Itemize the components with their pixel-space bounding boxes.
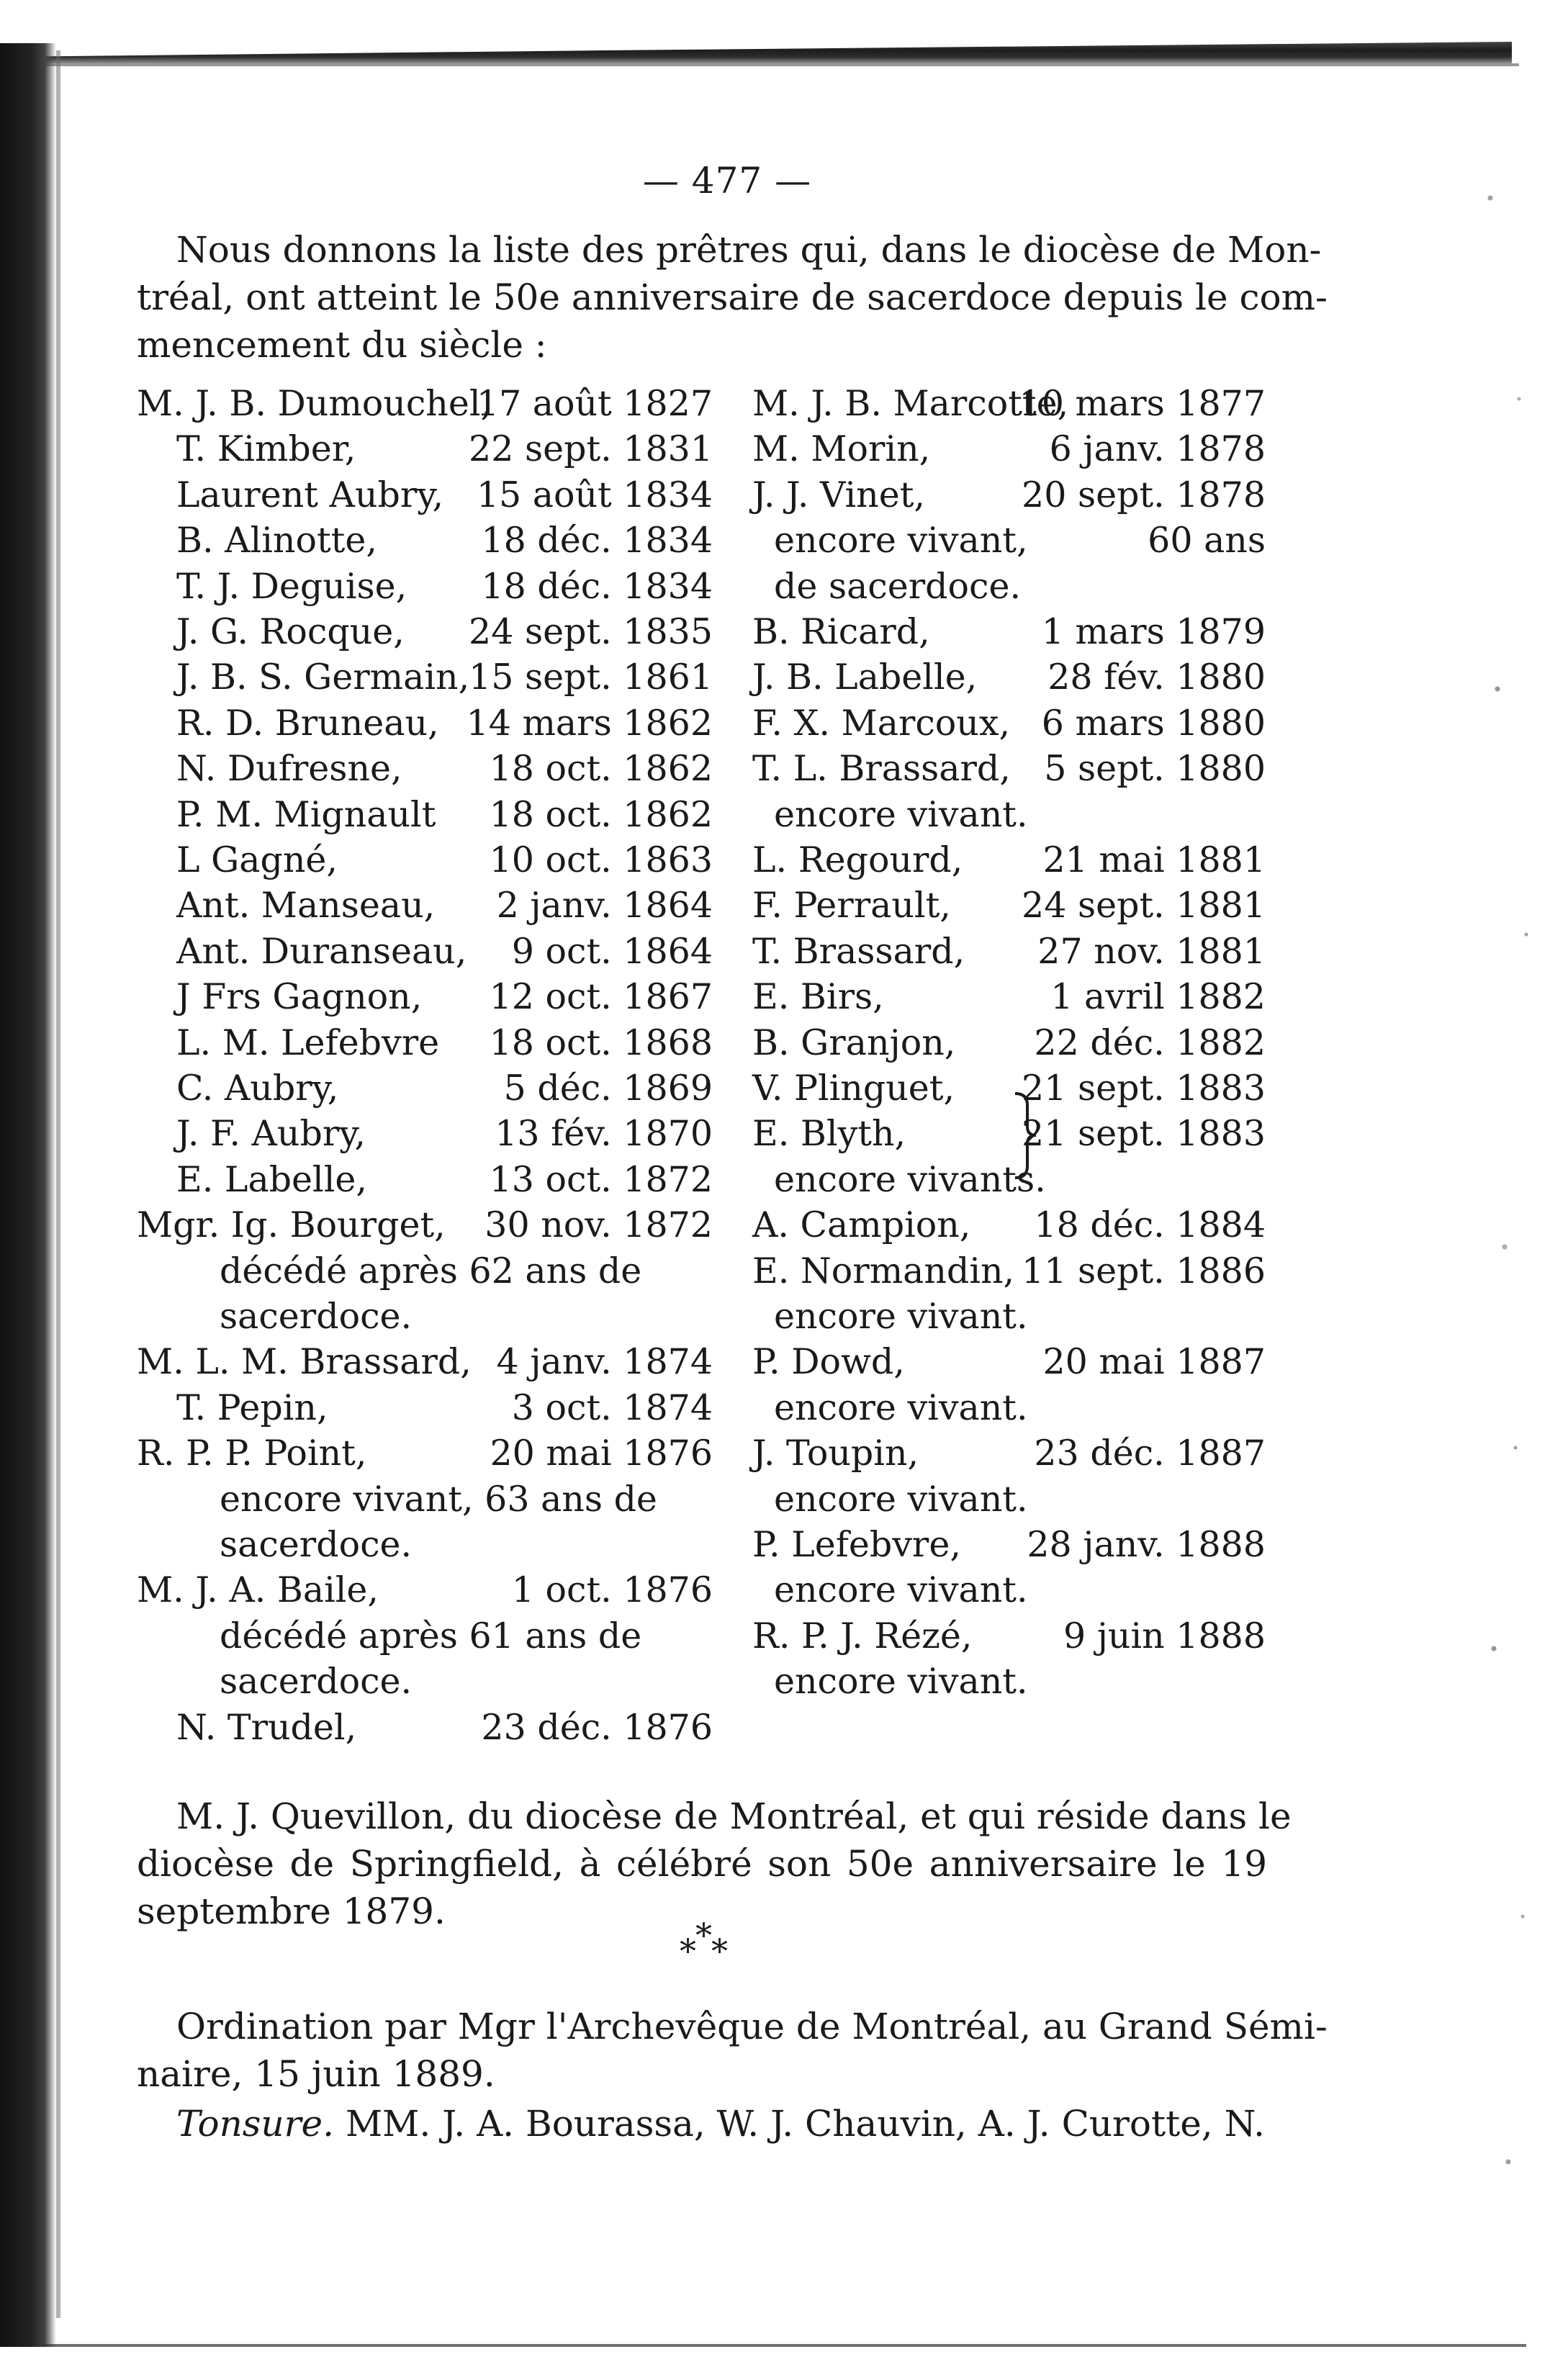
right-entry-name: J. J. Vinet,	[752, 474, 925, 515]
left-entry-name: encore vivant, 63 ans de	[220, 1479, 657, 1520]
left-entry-date: 4 janv. 1874	[496, 1341, 713, 1382]
right-entry-name: B. Ricard,	[752, 611, 930, 652]
left-entry-name: N. Dufresne,	[176, 748, 402, 789]
left-entry-date: 15 sept. 1861	[469, 657, 713, 698]
right-entry-date: 22 déc. 1882	[1034, 1022, 1266, 1063]
asterism-star: *	[711, 1931, 728, 1970]
right-entry-name: B. Granjon,	[752, 1022, 956, 1063]
left-entry-name: R. P. P. Point,	[137, 1433, 367, 1474]
left-entry-name: L Gagné,	[176, 839, 338, 880]
left-entry-name: M. J. B. Dumouchel,	[137, 383, 492, 424]
tonsure-text: MM. J. A. Bourassa, W. J. Chauvin, A. J. Curotte, N.	[345, 2103, 1266, 2145]
right-entry-date: 60 ans	[1148, 520, 1266, 561]
left-entry-date: 1 oct. 1876	[511, 1569, 713, 1610]
left-entry-date: 30 nov. 1872	[485, 1204, 713, 1245]
right-entry-name: M. Morin,	[752, 428, 931, 469]
left-entry-name: C. Aubry,	[176, 1068, 339, 1109]
right-entry-name: P. Lefebvre,	[752, 1524, 961, 1565]
right-entry-date: 21 sept. 1883	[1022, 1068, 1266, 1109]
right-entry-name: encore vivant.	[774, 794, 1028, 835]
left-entry-name: J. G. Rocque,	[176, 611, 405, 652]
scan-left-binding-shadow	[0, 43, 56, 2347]
right-entry-date: 21 sept. 1883	[1022, 1113, 1266, 1154]
right-entry-name: encore vivant.	[774, 1479, 1028, 1520]
left-entry-date: 23 déc. 1876	[481, 1707, 713, 1748]
left-entry-name: Ant. Duranseau,	[176, 931, 467, 972]
right-entry-date: 23 déc. 1887	[1034, 1433, 1266, 1474]
intro-line-3: mencement du siècle :	[137, 324, 547, 366]
left-entry-name: R. D. Bruneau,	[176, 703, 439, 744]
right-entry-name: encore vivant,	[774, 520, 1028, 561]
left-entry-date: 18 oct. 1862	[489, 794, 713, 835]
left-entry-date: 2 janv. 1864	[496, 885, 713, 926]
left-entry-date: 10 oct. 1863	[489, 839, 713, 880]
left-entry-name: sacerdoce.	[220, 1524, 413, 1565]
left-entry-date: 3 oct. 1874	[511, 1387, 713, 1428]
right-entry-name: P. Dowd,	[752, 1341, 905, 1382]
scan-bottom-border	[43, 2344, 1526, 2347]
right-entry-name: encore vivant.	[774, 1661, 1028, 1702]
right-entry-name: de sacerdoce.	[774, 566, 1022, 607]
scan-top-border-line	[0, 63, 1519, 66]
left-entry-name: M. L. M. Brassard,	[137, 1341, 472, 1382]
tonsure-line	[176, 2103, 1266, 2145]
left-entry-name: Laurent Aubry,	[176, 474, 444, 515]
right-entry-date: 20 mai 1887	[1042, 1341, 1266, 1382]
right-entry-name: T. Brassard,	[752, 931, 965, 972]
right-entry-date: 28 fév. 1880	[1047, 657, 1266, 698]
left-entry-date: 5 déc. 1869	[503, 1068, 713, 1109]
right-entry-date: 6 janv. 1878	[1049, 428, 1266, 469]
right-entry-date: 27 nov. 1881	[1037, 931, 1266, 972]
ordination-line-1: Ordination par Mgr l'Archevêque de Montréal, au Grand Sémi-	[176, 2006, 1328, 2047]
left-entry-name: T. J. Deguise,	[176, 566, 407, 607]
left-entry-name: E. Labelle,	[176, 1159, 367, 1200]
left-entry-date: 18 déc. 1834	[481, 566, 713, 607]
right-entry-name: L. Regourd,	[752, 839, 963, 880]
right-entry-date: 24 sept. 1881	[1022, 885, 1266, 926]
left-entry-name: sacerdoce.	[220, 1296, 413, 1337]
right-entry-date: 10 mars 1877	[1019, 383, 1266, 424]
left-entry-date: 18 oct. 1868	[489, 1022, 713, 1063]
right-entry-date: 11 sept. 1886	[1022, 1250, 1266, 1292]
intro-line-2: tréal, ont atteint le 50e anniversaire de sacerdoce depuis le com-	[137, 276, 1328, 318]
right-entry-date: 28 janv. 1888	[1027, 1524, 1266, 1565]
right-entry-name: encore vivants.	[774, 1159, 1046, 1200]
right-entry-name: encore vivant.	[774, 1569, 1028, 1610]
left-entry-name: Mgr. Ig. Bourget,	[137, 1204, 446, 1245]
right-entry-name: E. Birs,	[752, 976, 884, 1017]
scan-right-edge-specks	[1476, 86, 1548, 2318]
left-entry-name: B. Alinotte,	[176, 520, 377, 561]
asterism-star: *	[695, 1916, 712, 1955]
right-entry-name: encore vivant.	[774, 1296, 1028, 1337]
scan-left-binding-line	[56, 50, 60, 2318]
left-entry-name: sacerdoce.	[220, 1661, 413, 1702]
right-entry-name: V. Plinguet,	[752, 1068, 955, 1109]
left-entry-name: T. Kimber,	[176, 428, 356, 469]
right-entry-date: 5 sept. 1880	[1044, 748, 1266, 789]
scan-top-border	[0, 42, 1512, 63]
right-entry-name: J. Toupin,	[752, 1433, 919, 1474]
right-entry-name: E. Blyth,	[752, 1113, 906, 1154]
intro-line-1: Nous donnons la liste des prêtres qui, dans le diocèse de Mon-	[176, 229, 1322, 271]
quevillon-line-3: septembre 1879.	[137, 1890, 446, 1932]
left-entry-date: 13 fév. 1870	[495, 1113, 713, 1154]
left-entry-date: 20 mai 1876	[490, 1433, 713, 1474]
left-entry-name: L. M. Lefebvre	[176, 1022, 440, 1063]
left-entry-date: 24 sept. 1835	[469, 611, 713, 652]
right-entry-name: F. X. Marcoux,	[752, 703, 1011, 744]
left-entry-name: décédé après 61 ans de	[220, 1615, 642, 1656]
left-entry-date: 15 août 1834	[476, 474, 713, 515]
right-entry-date: 1 mars 1879	[1041, 611, 1266, 652]
left-entry-name: J Frs Gagnon,	[176, 976, 423, 1017]
right-entry-date: 20 sept. 1878	[1022, 474, 1266, 515]
right-entry-date: 6 mars 1880	[1041, 703, 1266, 744]
left-entry-date: 22 sept. 1831	[469, 428, 713, 469]
right-entry-date: 18 déc. 1884	[1034, 1204, 1266, 1245]
asterism-star: *	[680, 1931, 696, 1970]
left-entry-date: 17 août 1827	[476, 383, 713, 424]
right-entry-name: J. B. Labelle,	[752, 657, 978, 698]
left-entry-name: P. M. Mignault	[176, 794, 436, 835]
right-entry-date: 1 avril 1882	[1050, 976, 1266, 1017]
left-entry-date: 12 oct. 1867	[489, 976, 713, 1017]
quevillon-line-1: M. J. Quevillon, du diocèse de Montréal, et qui réside dans le	[176, 1795, 1292, 1837]
left-entry-name: décédé après 62 ans de	[220, 1250, 642, 1292]
left-entry-date: 9 oct. 1864	[511, 931, 713, 972]
quevillon-line-2: diocèse de Springfield, à célébré son 50e anniversaire le 19	[137, 1843, 1267, 1885]
right-entry-date: 9 juin 1888	[1063, 1615, 1266, 1656]
right-entry-name: F. Perrault,	[752, 885, 951, 926]
asterism	[670, 1916, 742, 1970]
tonsure-label: Tonsure.	[176, 2103, 335, 2145]
right-entry-name: R. P. J. Rézé,	[752, 1615, 973, 1656]
right-entry-name: A. Campion,	[752, 1204, 971, 1245]
left-entry-name: N. Trudel,	[176, 1707, 357, 1748]
brace-icon	[1011, 1091, 1040, 1181]
right-entry-name: T. L. Brassard,	[752, 748, 1011, 789]
left-entry-date: 13 oct. 1872	[489, 1159, 713, 1200]
left-entry-date: 18 déc. 1834	[481, 520, 713, 561]
left-entry-date: 18 oct. 1862	[489, 748, 713, 789]
left-entry-name: Ant. Manseau,	[176, 885, 436, 926]
left-entry-name: J. B. S. Germain,	[176, 657, 470, 698]
right-entry-date: 21 mai 1881	[1042, 839, 1266, 880]
right-entry-name: M. J. B. Marcotte,	[752, 383, 1069, 424]
ordination-line-2: naire, 15 juin 1889.	[137, 2053, 495, 2095]
left-entry-date: 14 mars 1862	[466, 703, 713, 744]
left-entry-name: J. F. Aubry,	[176, 1113, 366, 1154]
right-entry-name: E. Normandin,	[752, 1250, 1015, 1292]
page-number: — 477 —	[642, 160, 812, 202]
left-entry-name: T. Pepin,	[176, 1387, 328, 1428]
left-entry-name: M. J. A. Baile,	[137, 1569, 379, 1610]
right-entry-name: encore vivant.	[774, 1387, 1028, 1428]
